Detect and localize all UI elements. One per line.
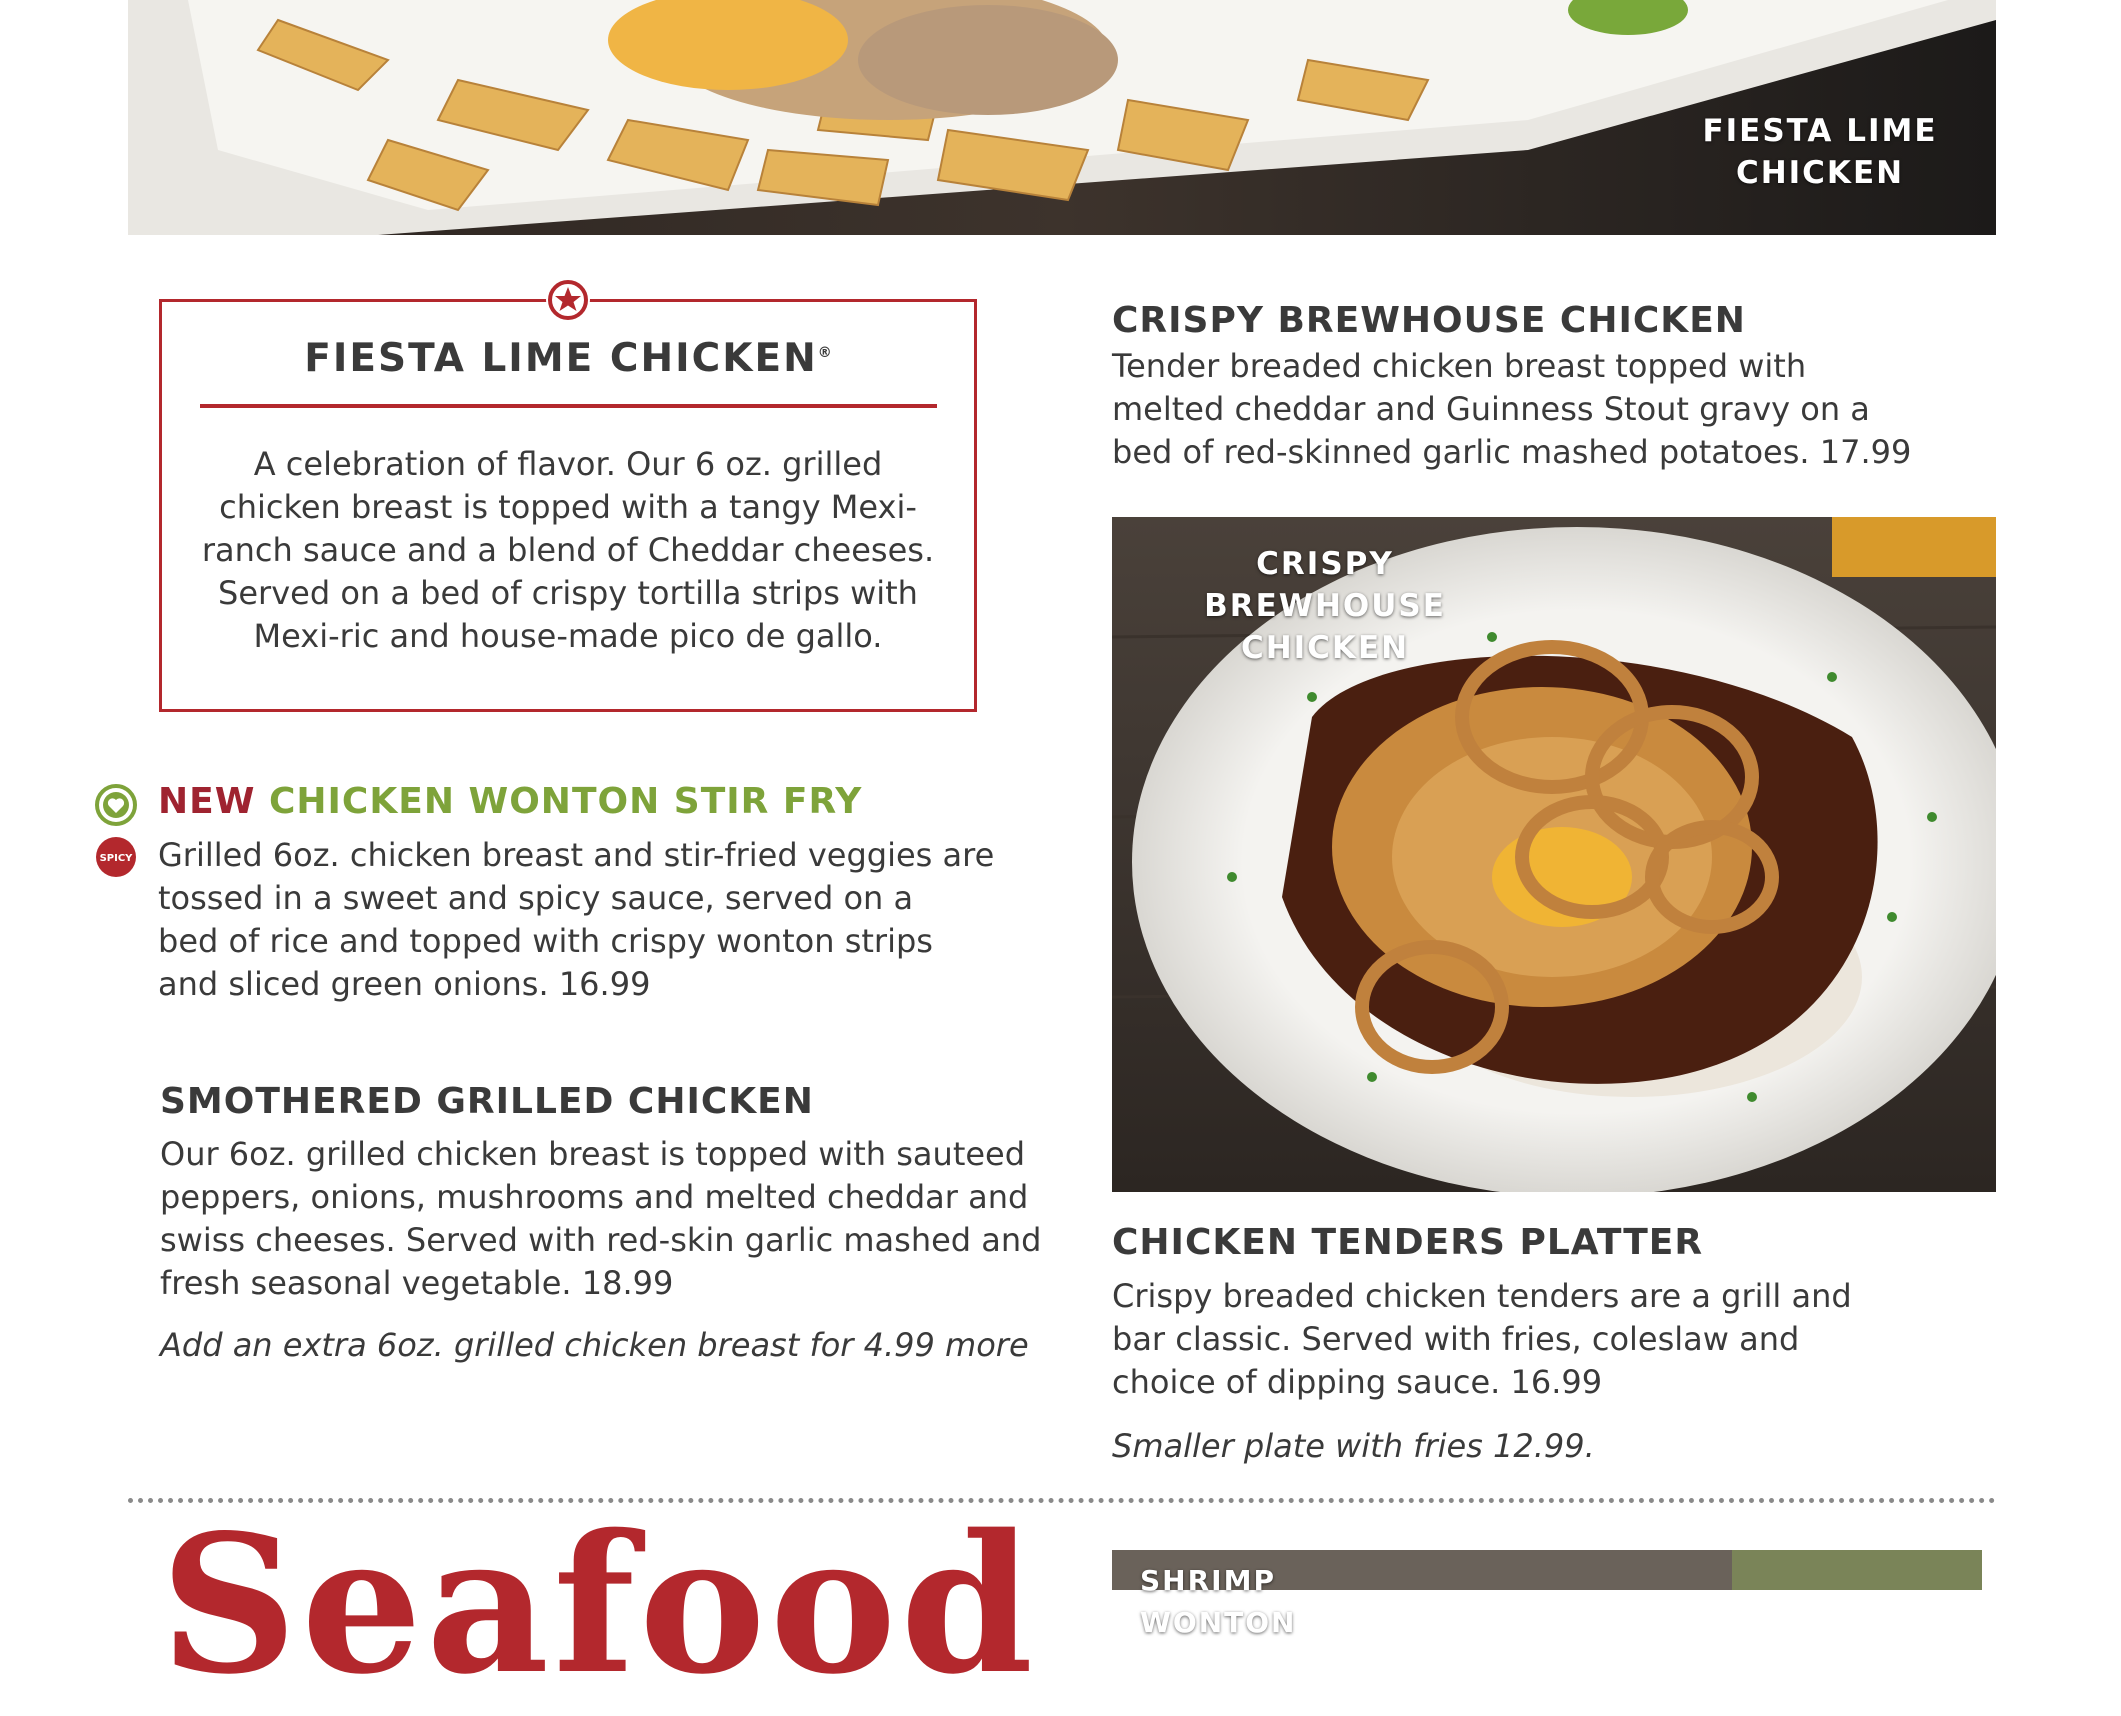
smothered-title: SMOTHERED GRILLED CHICKEN: [160, 1081, 814, 1122]
seafood-section-heading: Seafood: [160, 1493, 1038, 1716]
brewhouse-photo-label: CRISPY BREWHOUSE CHICKEN: [1204, 546, 1446, 666]
featured-item-description: A celebration of flavor. Our 6 oz. grilled chicken breast is topped with a tangy Mexi- ranch sauce and a blend of Cheddar cheeses. Served on a bed of crispy tortilla strips with Mexi-ric and house-made pico de gallo.: [201, 445, 935, 655]
wonton-name: CHICKEN WONTON STIR FRY: [268, 781, 863, 822]
wonton-title: [158, 781, 862, 822]
brewhouse-description: Tender breaded chicken breast topped with melted cheddar and Guinness Stout gravy on a bed of red-skinned garlic mashed potatoes. 17.99: [1112, 347, 1912, 471]
spicy-icon: [94, 835, 138, 879]
tenders-title: CHICKEN TENDERS PLATTER: [1112, 1222, 1704, 1263]
featured-divider: [200, 404, 937, 408]
brewhouse-title: CRISPY BREWHOUSE CHICKEN: [1112, 300, 1746, 341]
tenders-description: Crispy breaded chicken tenders are a grill and bar classic. Served with fries, coleslaw and choice of dipping sauce. 16.99: [1112, 1277, 1852, 1401]
smothered-note: Add an extra 6oz. grilled chicken breast for 4.99 more: [160, 1326, 1029, 1364]
smothered-description: Our 6oz. grilled chicken breast is topped with sauteed peppers, onions, mushrooms and melted cheddar and swiss cheeses. Served with red-skin garlic mashed and fresh seasonal vegetable. 18.99: [160, 1135, 1042, 1302]
shrimp-wonton-photo-label: SHRIMP WONTON: [1140, 1564, 1297, 1639]
wonton-description: Grilled 6oz. chicken breast and stir-fried veggies are tossed in a sweet and spicy sauce, served on a bed of rice and topped with crispy wonton strips and sliced green onions. 16.99: [158, 836, 995, 1003]
svg-text:SPICY: SPICY: [99, 853, 133, 864]
fiesta-lime-photo-label: FIESTA LIME CHICKEN: [1702, 113, 1938, 191]
star-icon: [546, 278, 590, 322]
tenders-note: Smaller plate with fries 12.99.: [1112, 1427, 1595, 1465]
new-label: NEW: [158, 781, 256, 822]
featured-item-title: FIESTA LIME CHICKEN®: [304, 336, 832, 381]
heart-icon: [94, 783, 138, 827]
